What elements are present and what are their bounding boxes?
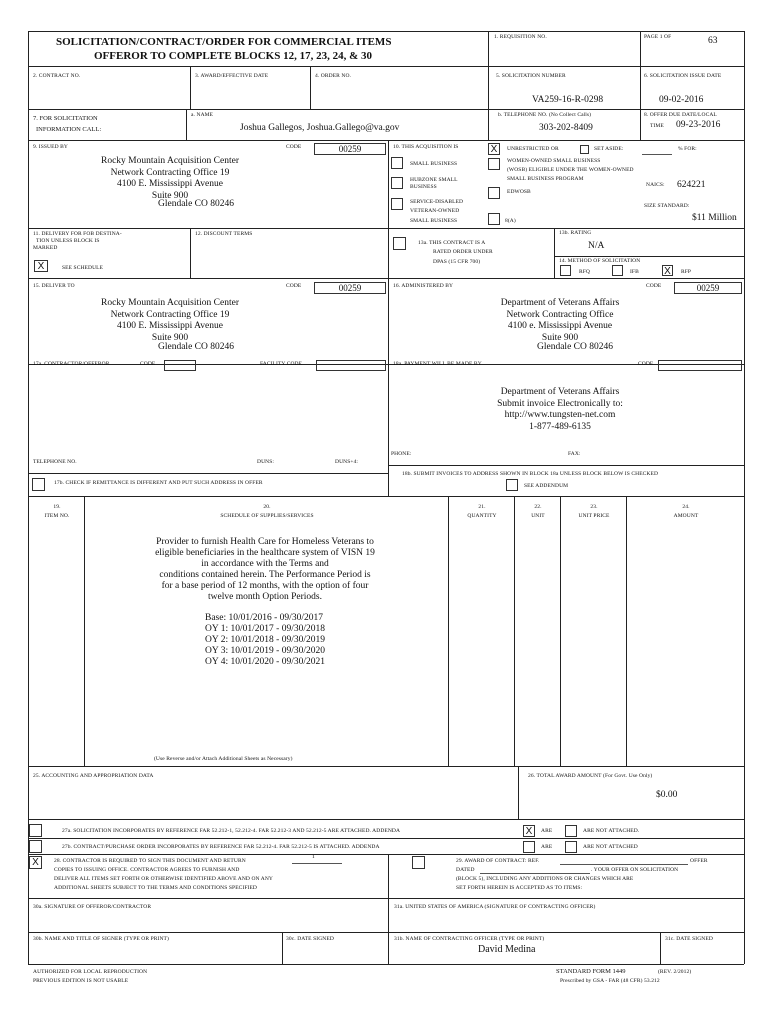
col20-number: 20.	[263, 504, 271, 510]
b18a-code[interactable]	[658, 360, 742, 371]
see-addendum-checkbox[interactable]	[506, 479, 518, 491]
b9-label: 9. ISSUED BY	[33, 144, 68, 150]
footer-revision: (REV. 2/2012)	[658, 969, 692, 975]
wosb-label-3: SMALL BUSINESS PROGRAM	[507, 176, 584, 182]
address-line: 4100 E. Mississippi Avenue	[117, 321, 223, 331]
col22-header: UNIT	[531, 513, 545, 519]
facility-code-label: FACILITY CODE	[260, 361, 303, 367]
b27b-are-not-label: ARE NOT ATTACHED	[583, 844, 638, 850]
wosb-label-2: (WOSB) ELIGIBLE UNDER THE WOMEN-OWNED	[507, 167, 634, 173]
form-title-line2: OFFEROR TO COMPLETE BLOCKS 12, 17, 23, 24, & 30	[94, 50, 372, 62]
sdvo-label-1: SERVICE-DISABLED	[410, 199, 464, 205]
b29-line-4: SET FORTH HEREIN IS ACCEPTED AS TO ITEMS:	[456, 885, 583, 891]
address-line: Network Contracting Office 19	[110, 167, 230, 178]
address-line: Network Contracting Office 19	[110, 309, 230, 320]
b15-label: 15. DELIVER TO	[33, 283, 75, 289]
b28-line-4: ADDITIONAL SHEETS SUBJECT TO THE TERMS AND CONDITIONS SPECIFIED	[54, 885, 257, 891]
b17b-label: 17b. CHECK IF REMITTANCE IS DIFFERENT AND PUT SUCH ADDRESS IN OFFER	[54, 480, 263, 486]
b14-label: 14. METHOD OF SOLICITATION	[559, 258, 641, 264]
duns-label: DUNS:	[257, 459, 275, 465]
b27b-are-not-checkbox[interactable]	[565, 841, 577, 853]
address-line: Suite 900	[151, 332, 189, 343]
sdvo-label-3: SMALL BUSINESS	[410, 218, 458, 224]
period-line: OY 3: 10/01/2019 - 09/30/2020	[205, 646, 325, 656]
b12-label: 12. DISCOUNT TERMS	[195, 231, 253, 237]
address-line: Department of Veterans Affairs	[500, 387, 620, 397]
rfp-label: RFP	[681, 269, 692, 275]
deliver-to-address	[50, 298, 290, 344]
contact-name: Joshua Gallegos, Joshua.Gallego@va.gov	[240, 123, 400, 133]
b28-copies: 1	[312, 854, 315, 860]
eight-a-label: 8(A)	[505, 218, 516, 224]
b27b-checkbox[interactable]	[29, 840, 42, 853]
form-title-line1: SOLICITATION/CONTRACT/ORDER FOR COMMERCIAL ITEMS	[56, 36, 392, 48]
b18a-label: 18a. PAYMENT WILL BE MADE BY	[393, 361, 482, 367]
total-award-amount: $0.00	[656, 790, 678, 800]
footer-prescribed: Prescribed by GSA - FAR (48 CFR) 53.212	[560, 978, 660, 984]
hubzone-label-1: HUBZONE SMALL	[410, 177, 458, 183]
schedule-description	[120, 537, 410, 603]
b5-label: 5. SOLICITATION NUMBER	[496, 73, 566, 79]
remittance-different-checkbox[interactable]	[32, 478, 45, 491]
b2-label: 2. CONTRACT NO.	[33, 73, 81, 79]
address-line: Rocky Mountain Acquisition Center	[100, 156, 239, 166]
contact-phone: 303-202-8409	[539, 123, 593, 133]
b13a-label-1: 13a. THIS CONTRACT IS A	[418, 240, 486, 246]
size-standard-value: $11 Million	[692, 213, 737, 223]
b7b-label: b. TELEPHONE NO. (No Collect Calls)	[498, 112, 592, 118]
b29-ref-line	[560, 864, 688, 865]
b27a-are-checkbox[interactable]: X	[523, 825, 535, 837]
col23-header: UNIT PRICE	[578, 513, 610, 519]
b29-line-1: 29. AWARD OF CONTRACT: REF.	[456, 858, 540, 864]
naics-label: NAICS:	[646, 182, 665, 188]
col21-number: 21.	[478, 504, 486, 510]
set-aside-pct-line	[642, 154, 672, 155]
b28-line-3: DELIVER ALL ITEMS SET FORTH OR OTHERWISE IDENTIFIED ABOVE AND ON ANY	[54, 876, 273, 882]
col22-number: 22.	[534, 504, 542, 510]
b7a-label: a. NAME	[191, 112, 214, 118]
address-line: 1-877-489-6135	[529, 421, 591, 432]
b9-code: 00259	[314, 143, 386, 155]
b31b-label: 31b. NAME OF CONTRACTING OFFICER (TYPE OR PRINT)	[394, 936, 545, 942]
address-line: Network Contracting Office	[506, 309, 614, 320]
description-line: eligible beneficiaries in the healthcare system of VISN 19	[155, 548, 375, 558]
reverse-note: (Use Reverse and/or Attach Additional Sheets as Necessary)	[154, 756, 293, 762]
b8-label: 8. OFFER DUE DATE/LOCAL	[644, 112, 717, 118]
b7-label-1: 7. FOR SOLICITATION	[33, 115, 98, 122]
b18a-code-label: CODE	[638, 361, 654, 367]
b1-label: 1. REQUISITION NO.	[494, 34, 547, 40]
col24-number: 24.	[682, 504, 690, 510]
deliver-to-city: Glendale CO 80246	[158, 342, 234, 352]
col19-header: ITEM NO.	[44, 513, 70, 519]
b27a-are-label: ARE	[541, 828, 553, 834]
b17a-code[interactable]	[164, 360, 196, 371]
edwosb-label: EDWOSB	[507, 189, 531, 195]
b29-checkbox[interactable]	[412, 856, 425, 869]
see-schedule-checkbox[interactable]: X	[34, 260, 48, 272]
payment-address	[440, 387, 680, 433]
description-line: twelve month Option Periods.	[208, 592, 322, 602]
b17a-label: 17a. CONTRACTOR/OFFEROR	[33, 361, 110, 367]
b27b-label: 27b. CONTRACT/PURCHASE ORDER INCORPORATES BY REFERENCE FAR 52.212-4. FAR 52.212-5 IS ATTACHED. ADDENDA	[62, 844, 380, 850]
hubzone-checkbox[interactable]	[391, 177, 403, 189]
b28-checkbox[interactable]: X	[29, 856, 42, 869]
period-line: OY 1: 10/01/2017 - 09/30/2018	[205, 624, 325, 634]
footer-form-name: STANDARD FORM 1449	[556, 968, 626, 975]
b29-dated-line	[480, 873, 590, 874]
sdvo-checkbox[interactable]	[391, 198, 403, 210]
b11-label-3: MARKED	[33, 245, 58, 251]
b15-code: 00259	[314, 282, 386, 294]
see-addendum-label: SEE ADDENDUM	[524, 483, 569, 489]
footer-previous-edition: PREVIOUS EDITION IS NOT USABLE	[33, 978, 129, 984]
period-line: Base: 10/01/2016 - 09/30/2017	[205, 613, 323, 623]
b25-label: 25. ACCOUNTING AND APPROPRIATION DATA	[33, 773, 154, 779]
edwosb-checkbox[interactable]	[488, 187, 500, 199]
address-line: http://www.tungsten-net.com	[504, 410, 616, 420]
b11-label-2: TION UNLESS BLOCK IS	[36, 238, 100, 244]
address-line: 4100 E. Mississippi Avenue	[117, 179, 223, 189]
telephone-label: TELEPHONE NO.	[33, 459, 77, 465]
phone-label: PHONE:	[391, 451, 412, 457]
page-total: 63	[708, 36, 718, 46]
col23-number: 23.	[590, 504, 598, 510]
b29-offer-label: OFFER	[690, 858, 708, 864]
description-line: for a base period of 12 months, with the option of four	[161, 581, 369, 591]
solicitation-number: VA259-16-R-0298	[532, 95, 604, 105]
b31c-label: 31c. DATE SIGNED	[665, 936, 713, 942]
hubzone-label-2: BUSINESS	[410, 184, 437, 190]
b27a-are-not-label: ARE NOT ATTACHED.	[583, 828, 640, 834]
offer-due-date: 09-23-2016	[676, 120, 721, 130]
administered-by-city: Glendale CO 80246	[537, 342, 613, 352]
page-label: PAGE 1 OF	[644, 34, 672, 40]
see-schedule-label: SEE SCHEDULE	[62, 265, 104, 271]
b6-label: 6. SOLICITATION ISSUE DATE	[644, 73, 722, 79]
b29-dated-label: DATED	[456, 867, 475, 873]
b30b-label: 30b. NAME AND TITLE OF SIGNER (TYPE OR PRINT)	[33, 936, 169, 942]
wosb-label-1: WOMEN-OWNED SMALL BUSINESS	[507, 158, 601, 164]
b30c-label: 30c. DATE SIGNED	[286, 936, 334, 942]
b13a-label-2: RATED ORDER UNDER	[433, 249, 493, 255]
b3-label: 3. AWARD/EFFECTIVE DATE	[195, 73, 269, 79]
b26-label: 26. TOTAL AWARD AMOUNT (For Govt. Use Only)	[528, 773, 653, 779]
col19-number: 19.	[53, 504, 61, 510]
rfq-checkbox[interactable]	[560, 265, 571, 276]
address-line: Submit invoice Electronically to:	[497, 398, 623, 409]
duns4-label: DUNS+4:	[335, 459, 359, 465]
issued-by-address	[50, 156, 290, 202]
footer-reproduction: AUTHORIZED FOR LOCAL REPRODUCTION	[33, 969, 148, 975]
period-line: OY 2: 10/01/2018 - 09/30/2019	[205, 635, 325, 645]
naics-value: 624221	[677, 180, 706, 190]
issued-by-city: Glendale CO 80246	[158, 199, 234, 209]
fax-label: FAX:	[568, 451, 581, 457]
description-line: Provider to furnish Health Care for Homeless Veterans to	[156, 537, 374, 547]
small-business-label: SMALL BUSINESS	[410, 161, 458, 167]
b10-label: 10. THIS ACQUISITION IS	[393, 144, 459, 150]
solicitation-issue-date: 09-02-2016	[659, 95, 704, 105]
unrestricted-checkbox[interactable]: X	[488, 143, 500, 155]
b13a-label-3: DPAS (15 CFR 700)	[433, 259, 481, 265]
b31a-label: 31a. UNITED STATES OF AMERICA (SIGNATURE OF CONTRACTING OFFICER)	[394, 904, 596, 910]
b16-label: 16. ADMINISTERED BY	[393, 283, 454, 289]
b13b-label: 13b. RATING	[559, 230, 592, 236]
b28-copies-line	[292, 863, 342, 864]
contracting-officer-name: David Medina	[478, 944, 536, 955]
eight-a-checkbox[interactable]	[488, 213, 500, 225]
b27a-label: 27a. SOLICITATION INCORPORATES BY REFERENCE FAR 52.212-1, 52.212-4. FAR 52.212-3 AND 52.212-5 ARE ATTACHED. ADDENDA	[62, 828, 401, 834]
b28-line-2: COPIES TO ISSUING OFFICE. CONTRACTOR AGREES TO FURNISH AND	[54, 867, 240, 873]
rfq-label: RFQ	[579, 269, 590, 275]
facility-code[interactable]	[316, 360, 386, 371]
description-line: conditions contained herein. The Performance Period is	[159, 570, 371, 580]
set-aside-label: SET ASIDE:	[594, 146, 624, 152]
col21-header: QUANTITY	[467, 513, 497, 519]
address-line: 4100 e. Mississippi Avenue	[507, 321, 613, 331]
col24-header: AMOUNT	[673, 513, 699, 519]
b27b-are-checkbox[interactable]	[523, 841, 535, 853]
size-standard-label: SIZE STANDARD:	[644, 203, 690, 209]
b30a-label: 30a. SIGNATURE OF OFFEROR/CONTRACTOR	[33, 904, 152, 910]
address-line: Department of Veterans Affairs	[500, 298, 620, 308]
b8-time-label: TIME	[650, 123, 664, 129]
b15-code-label: CODE	[286, 283, 302, 289]
ifb-checkbox[interactable]	[612, 265, 623, 276]
b29-line-3: (BLOCK 5), INCLUDING ANY ADDITIONS OR CHANGES WHICH ARE	[456, 876, 634, 882]
b9-code-label: CODE	[286, 144, 302, 150]
sdvo-label-2: VETERAN-OWNED	[410, 208, 460, 214]
address-line: Rocky Mountain Acquisition Center	[100, 298, 239, 308]
rating-value: N/A	[588, 241, 605, 251]
address-line: Suite 900	[151, 190, 189, 201]
b18b-label: 18b. SUBMIT INVOICES TO ADDRESS SHOWN IN BLOCK 18a UNLESS BLOCK BELOW IS CHECKED	[402, 471, 659, 477]
rfp-checkbox[interactable]: X	[662, 265, 673, 276]
b4-label: 4. ORDER NO.	[315, 73, 352, 79]
b11-label-1: 11. DELIVERY FOR FOB DESTINA-	[33, 231, 122, 237]
period-line: OY 4: 10/01/2020 - 09/30/2021	[205, 657, 325, 667]
b16-code: 00259	[674, 282, 742, 294]
b27a-checkbox[interactable]	[29, 824, 42, 837]
b27a-are-not-checkbox[interactable]	[565, 825, 577, 837]
b16-code-label: CODE	[646, 283, 662, 289]
performance-periods	[205, 613, 325, 668]
address-line: Suite 900	[541, 332, 579, 343]
b17a-code-label: CODE	[140, 361, 156, 367]
rated-order-checkbox[interactable]	[393, 237, 406, 250]
b28-line-1: 28. CONTRACTOR IS REQUIRED TO SIGN THIS DOCUMENT AND RETURN	[54, 858, 246, 864]
pct-for-label: % FOR:	[678, 146, 697, 152]
b29-your-offer-label: . YOUR OFFER ON SOLICITATION	[591, 867, 679, 873]
wosb-checkbox[interactable]	[488, 158, 500, 170]
col20-header: SCHEDULE OF SUPPLIES/SERVICES	[220, 513, 314, 519]
unrestricted-label: UNRESTRICTED OR	[507, 146, 559, 152]
small-business-checkbox[interactable]	[391, 157, 403, 169]
description-line: in accordance with the Terms and	[201, 559, 329, 569]
administered-by-address	[440, 298, 680, 344]
b27b-are-label: ARE	[541, 844, 553, 850]
set-aside-checkbox[interactable]	[580, 145, 589, 154]
b7-label-2: INFORMATION CALL:	[36, 126, 102, 133]
ifb-label: IFB	[630, 269, 639, 275]
